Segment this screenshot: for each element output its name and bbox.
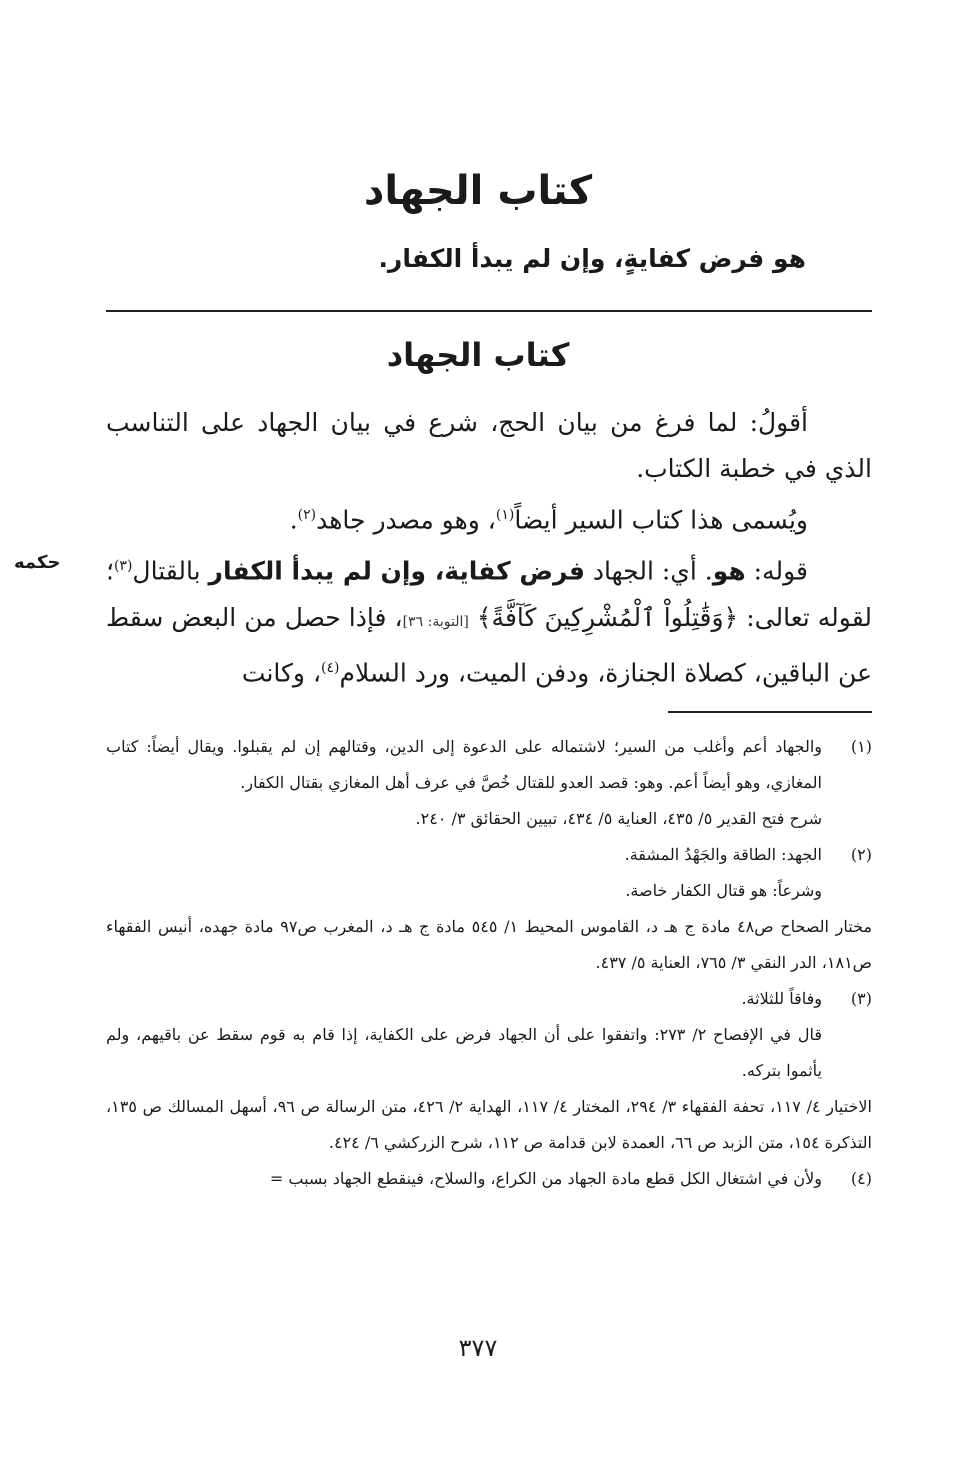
footnotes-section <box>106 729 872 1197</box>
footnote-text: الجهد: الطاقة والجَهْدُ المشقة. <box>624 845 822 864</box>
footnote-ref-2[interactable]: (٢) <box>297 507 317 523</box>
footnote-text: وفاقاً للثلاثة. <box>741 989 822 1008</box>
footnote-number: (٢) <box>850 845 872 864</box>
paragraph-3-part-f: ، وكانت <box>241 657 322 687</box>
commentary-body <box>106 400 872 696</box>
paragraph-3-part-c: بالقتال <box>132 556 209 586</box>
paragraph-3-part-a: قوله: <box>745 556 808 586</box>
footnote-number: (٣) <box>850 989 872 1008</box>
paragraph-2 <box>106 492 872 543</box>
separator-rule <box>106 310 872 312</box>
matn-quote-1: هو <box>712 556 746 586</box>
footnote-3 <box>106 981 872 1161</box>
quran-reference: [التوبة: ٣٦] <box>402 613 469 630</box>
page-number: ٣٧٧ <box>458 1334 498 1362</box>
footnote-number: (١) <box>850 737 872 756</box>
paragraph-3 <box>106 543 872 696</box>
matn-quote-2: فرض كفاية، وإن لم يبدأ الكفار <box>208 556 585 586</box>
footnote-text: ولأن في اشتغال الكل قطع مادة الجهاد من الكراع، والسلاح، فينقطع الجهاد بسبب = <box>269 1169 822 1188</box>
paragraph-1: أقولُ: لما فرغ من بيان الحج، شرع في بيان الجهاد على التناسب الذي في خطبة الكتاب. <box>106 408 872 483</box>
footnote-1 <box>106 729 872 837</box>
paragraph-2-part-c: . <box>289 505 298 535</box>
footnote-source: الاختيار ٤/ ١١٧، تحفة الفقهاء ٣/ ٢٩٤، المختار ٤/ ١١٧، الهداية ٢/ ٤٢٦، متن الرسالة ص ٩٦، أسهل المسالك ص ١٣٥، التذكرة ١٥٤، متن الزبد ص ٦٦، العمدة لابن قدامة ص ١١٢، شرح الزركشي ٦/ ٤٢٤. <box>106 1097 872 1152</box>
footnote-source: شرح فتح القدير ٥/ ٤٣٥، العناية ٥/ ٤٣٤، تبيين الحقائق ٣/ ٢٤٠. <box>415 809 822 828</box>
footnote-text: قال في الإفصاح ٢/ ٢٧٣: واتفقوا على أن الجهاد فرض على الكفاية، إذا قام به قوم سقط عن باقيهم، ولم يأثموا بتركه. <box>106 1025 823 1080</box>
footnote-ref-3[interactable]: (٣) <box>113 558 133 575</box>
paragraph-2-part-b: ، وهو مصدر جاهد <box>316 505 496 535</box>
footnote-separator <box>668 711 872 713</box>
footnote-number: (٤) <box>850 1169 872 1188</box>
matn-text: هو فرض كفايةٍ، وإن لم يبدأ الكفار. <box>378 244 806 273</box>
footnote-2 <box>106 837 872 981</box>
paragraph-3-part-d: ؛ لقوله تعالى: ﴿وَقَٰتِلُواْ ٱلْمُشْرِكِينَ كَآفَّةً﴾ <box>106 556 872 632</box>
paragraph-3-part-b: . أي: الجهاد <box>584 556 713 586</box>
footnote-text: وشرعاً: هو قتال الكفار خاصة. <box>625 881 822 900</box>
paragraph-3-part-e: ، فإذا حصل من البعض سقط عن الباقين، كصلاة الجنازة، ودفن الميت، ورد السلام <box>106 602 872 687</box>
footnote-4 <box>106 1161 872 1197</box>
footnote-text: والجهاد أعم وأغلب من السير؛ لاشتماله على الدعوة إلى الدين، وقتالهم إن لم يقبلوا. ويقال أيضاً: كتاب المغازي، وهو أيضاً أعم. وهو: قصد العدو للقتال خُصَّ في عرف أهل المغازي بقتال الكفار. <box>106 737 822 792</box>
footnote-source: مختار الصحاح ص٤٨ مادة ج هـ د، القاموس المحيط ١/ ٥٤٥ مادة ج هـ د، المغرب ص٩٧ مادة جهده، أنيس الفقهاء ص١٨١، الدر النقي ٣/ ٧٦٥، العناية ٥/ ٤٣٧. <box>106 917 872 972</box>
footnote-ref-1[interactable]: (١) <box>495 507 515 523</box>
margin-note: حكمه <box>14 552 61 573</box>
paragraph-2-part-a: ويُسمى هذا كتاب السير أيضاً <box>514 505 808 535</box>
footnote-ref-4[interactable]: (٤) <box>321 659 340 676</box>
chapter-title: كتاب الجهاد <box>363 168 593 214</box>
commentary-title: كتاب الجهاد <box>386 336 570 374</box>
